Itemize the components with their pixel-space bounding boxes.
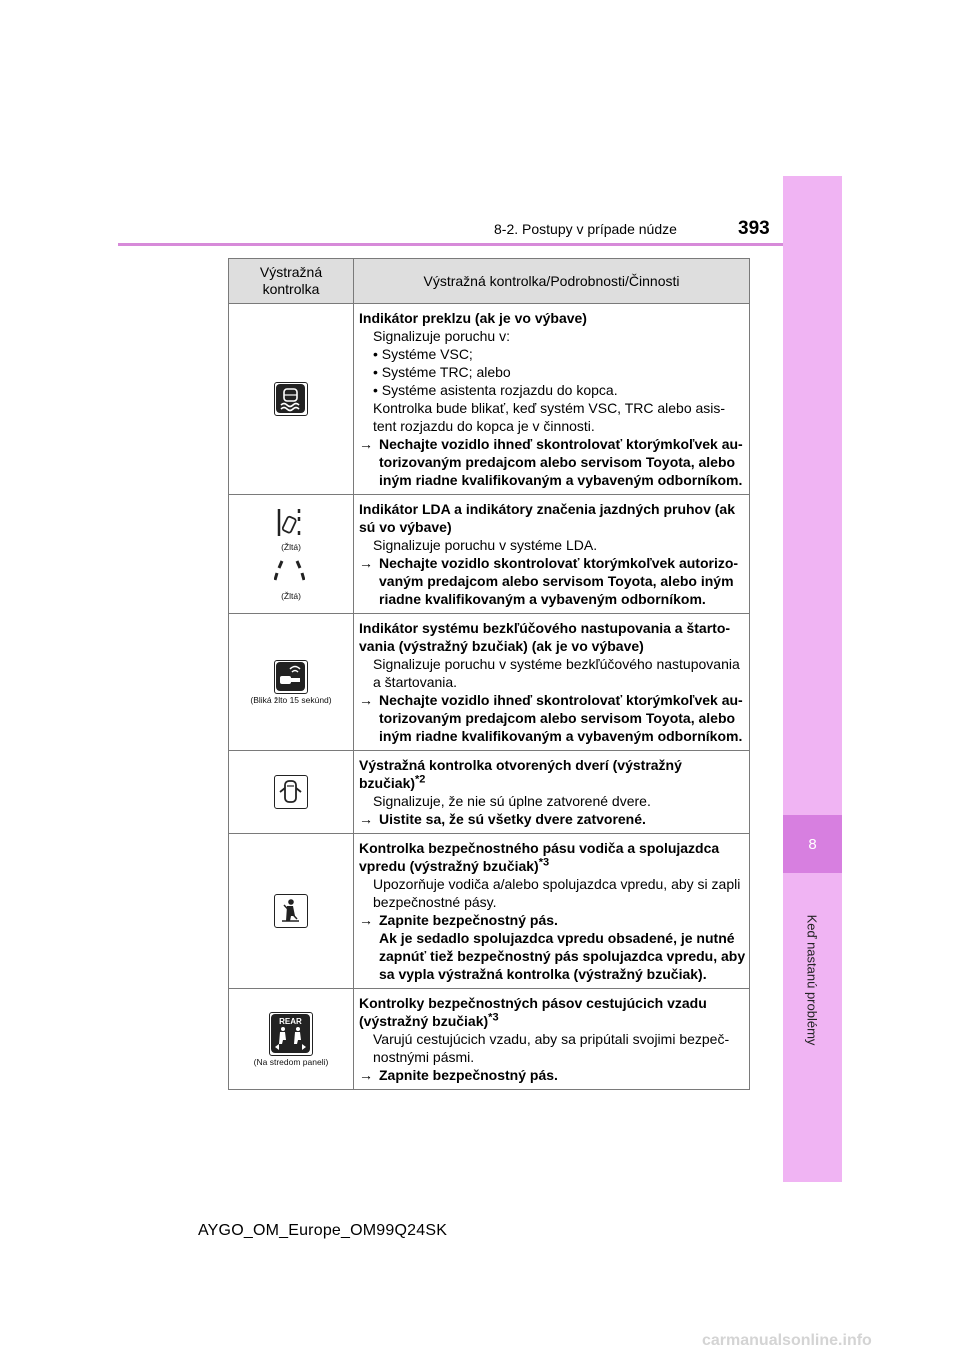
table-row [229, 614, 750, 751]
row-text: Upozorňuje vodiča a/alebo spolujazdca vpredu, aby si zapli bezpečnostné pásy. [373, 876, 741, 910]
chapter-number: 8 [783, 815, 842, 873]
lane-marking-icon [274, 556, 308, 590]
row-title: Kontrolka bezpečnostného pásu vodiča a spolujazdca vpredu (výstražný bzučiak)$^{*3}$ [359, 840, 720, 874]
row-title: Indikátor LDA a indikátory značenia jazdných pruhov (ak sú vo výbave) [359, 501, 736, 535]
lda-icon [274, 507, 308, 541]
details-cell [354, 834, 750, 989]
table-row [229, 304, 750, 495]
icon-cell [229, 495, 354, 614]
row-title: Kontrolky bezpečnostných pásov cestujúcich vzadu (výstražný bzučiak)$^{*3}$ [359, 995, 707, 1029]
row-action: → Zapnite bezpečnostný pás. [359, 912, 558, 928]
icon-cell [229, 751, 354, 834]
row-action: → Uistite sa, že sú všetky dvere zatvorené. [359, 811, 646, 827]
arrow-icon: → [359, 811, 373, 827]
seatbelt-icon [274, 894, 308, 928]
details-cell [354, 495, 750, 614]
arrow-icon: → [359, 436, 373, 452]
row-action: → Nechajte vozidlo ihneď skontrolovať ktorýmkoľvek au-torizovaným predajcom alebo servisom Toyota, alebo iným riadne kvalifikovaným a vybaveným odborníkom. [359, 436, 743, 488]
column-header-light: Výstražná kontrolka [229, 259, 354, 304]
table-row [229, 989, 750, 1090]
watermark: carmanualsonline.info [702, 1332, 872, 1349]
details-cell [354, 989, 750, 1090]
row-title: Indikátor preklzu (ak je vo výbave) [359, 310, 587, 326]
row-text: Signalizuje poruchu v systéme bezkľúčového nastupovania a štartovania. [373, 656, 740, 690]
footer-document-code: AYGO_OM_Europe_OM99Q24SK [198, 1222, 448, 1239]
footnote-mark: *3 [488, 1011, 499, 1024]
smart-key-icon [274, 660, 308, 694]
chapter-title: Keď nastanú problémy [804, 914, 820, 1046]
footnote-mark: *2 [415, 773, 426, 786]
table-row [229, 751, 750, 834]
details-cell [354, 751, 750, 834]
row-action: → Zapnite bezpečnostný pás. [359, 1067, 558, 1083]
row-title: Výstražná kontrolka otvorených dverí (výstražný bzučiak)$^{*2}$ [359, 757, 682, 791]
open-door-icon [274, 775, 308, 809]
row-action: → Nechajte vozidlo ihneď skontrolovať ktorýmkoľvek au-torizovaným predajcom alebo servisom Toyota, alebo iným riadne kvalifikovaným a vybaveným odborníkom. [359, 692, 743, 744]
row-subaction: Ak je sedadlo spolujazdca vpredu obsadené, je nutné zapnúť tiež bezpečnostný pás spolujazdca vpredu, aby sa vypla výstražná kontrolka (výstražný bzučiak). [379, 930, 746, 982]
icon-caption: (Na stredom paneli) [253, 1056, 329, 1067]
row-text: Signalizuje poruchu v: [373, 328, 510, 344]
row-action: → Nechajte vozidlo skontrolovať ktorýmkoľvek autorizo-vaným predajcom alebo servisom Toyota, alebo iným riadne kvalifikovaným a vybaveným odborníkom. [359, 555, 739, 607]
section-title: 8-2. Postupy v prípade núdze [494, 221, 677, 237]
row-note: Kontrolka bude blikať, keď systém VSC, TRC alebo asis-tent rozjazdu do kopca je v činnosti. [373, 400, 726, 434]
row-text: Signalizuje, že nie sú úplne zatvorené dvere. [373, 793, 651, 809]
arrow-icon: → [359, 555, 373, 571]
table-row [229, 834, 750, 989]
page-number: 393 [738, 218, 770, 239]
icon-cell [229, 614, 354, 751]
icon-cell [229, 834, 354, 989]
icon-caption: (Žltá) [281, 591, 301, 601]
icon-cell [229, 989, 354, 1090]
column-header-details: Výstražná kontrolka/Podrobnosti/Činnosti [354, 259, 750, 304]
list-item: • Systéme VSC; [373, 346, 473, 362]
details-cell [354, 614, 750, 751]
arrow-icon: → [359, 692, 373, 708]
row-title: Indikátor systému bezkľúčového nastupovania a štarto-vania (výstražný bzučiak) (ak je vo výbave) [359, 620, 731, 654]
header-divider [118, 243, 783, 246]
arrow-icon: → [359, 912, 373, 928]
row-text: Signalizuje poruchu v systéme LDA. [373, 537, 598, 553]
list-item: • Systéme asistenta rozjazdu do kopca. [373, 382, 618, 398]
list-item: • Systéme TRC; alebo [373, 364, 511, 380]
warning-lights-table [228, 258, 750, 1090]
table-row [229, 495, 750, 614]
details-cell [354, 304, 750, 495]
rear-label: REAR [279, 1016, 302, 1026]
rear-seatbelt-icon [269, 1012, 313, 1056]
icon-caption: (Bliká žlto 15 sekúnd) [250, 694, 332, 705]
slip-indicator-icon [274, 382, 308, 416]
arrow-icon: → [359, 1067, 373, 1083]
row-text: Varujú cestujúcich vzadu, aby sa pripútali svojimi bezpeč-nostnými pásmi. [373, 1031, 730, 1065]
icon-caption: (Žltá) [281, 542, 301, 552]
footnote-mark: *3 [538, 856, 550, 869]
icon-cell [229, 304, 354, 495]
table-header-row [229, 259, 750, 304]
